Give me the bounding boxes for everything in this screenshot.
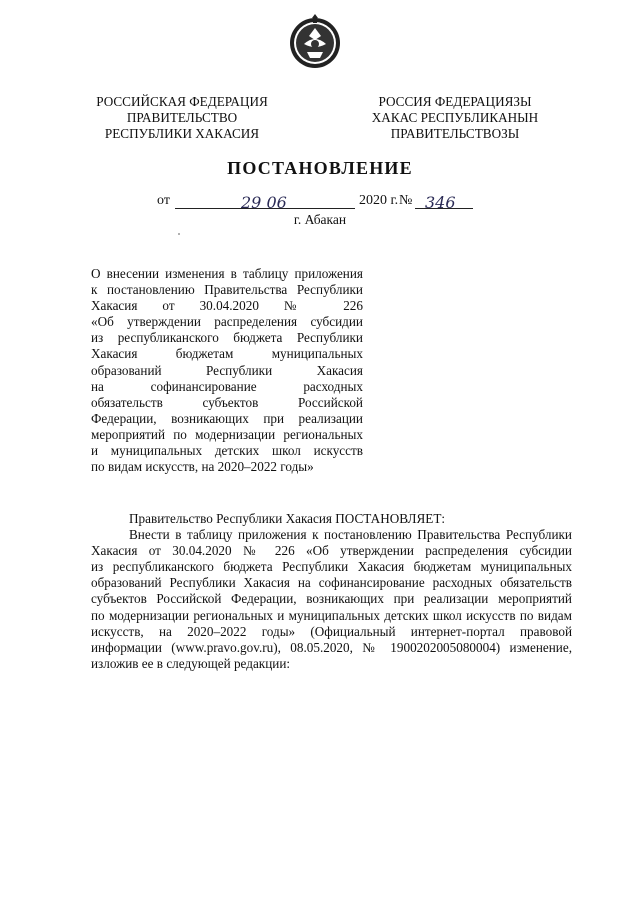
date-year: 2020 г. xyxy=(359,193,399,208)
subject-line: Хакасия от 30.04.2020 № 226 xyxy=(91,298,363,314)
header-right-line: ПРАВИТЕЛЬСТВОЗЫ xyxy=(390,126,520,142)
handwritten-date: 29 06 xyxy=(241,193,287,212)
header-left-line: РОССИЙСКАЯ ФЕДЕРАЦИЯ xyxy=(96,94,268,109)
subject-line: из республиканского бюджета Республики xyxy=(91,330,363,346)
header-left-line: ПРАВИТЕЛЬСТВО xyxy=(126,110,238,126)
body-line: субъектов Российской Федерации, возникающих при реализации мероприятий xyxy=(91,591,572,607)
body-line: искусств, на 2020–2022 годы» (Официальный интернет-портал правовой xyxy=(91,623,572,639)
body-line: Хакасия от 30.04.2020 № 226 «Об утверждении распределения субсидии xyxy=(91,543,572,559)
subject-line: Федерации, возникающих при реализации xyxy=(91,410,363,426)
subject-line: «Об утверждении распределения субсидии xyxy=(91,314,363,330)
subject-line: образований Республики Хакасия xyxy=(91,362,363,378)
subject-line: к постановлению Правительства Республики xyxy=(91,282,363,298)
body-line: из республиканского бюджета Республики Хакасия бюджетам муниципальных xyxy=(91,559,572,575)
handwritten-number: 346 xyxy=(425,193,456,212)
body-line: образований Республики Хакасия на софинансирование расходных обязательств xyxy=(91,575,572,591)
body-line: по модернизации региональных и муниципальных детских школ искусств по видам xyxy=(91,607,572,623)
header-right-line: РОССИЯ ФЕДЕРАЦИЯЗЫ xyxy=(378,94,532,109)
header-right-line: ХАКАС РЕСПУБЛИКАНЫН xyxy=(371,110,539,126)
stray-dot xyxy=(178,233,180,235)
subject-line: Хакасия бюджетам муниципальных xyxy=(91,346,363,362)
subject-line: по видам искусств, на 2020–2022 годы» xyxy=(91,459,314,475)
date-prefix: от xyxy=(157,193,170,208)
header-left-line: РЕСПУБЛИКИ ХАКАСИЯ xyxy=(104,126,260,142)
body-line: Внести в таблицу приложения к постановлению Правительства Республики xyxy=(129,527,572,543)
subject-line: обязательств субъектов Российской xyxy=(91,394,363,410)
document-type-title: ПОСТАНОВЛЕНИЕ xyxy=(227,158,413,178)
body-text xyxy=(91,511,572,672)
subject-block xyxy=(91,266,363,475)
header-right-block xyxy=(350,94,560,143)
subject-line: О внесении изменения в таблицу приложения xyxy=(91,266,363,281)
body-line: изложив ее в следующей редакции: xyxy=(91,655,291,671)
subject-line: мероприятий по модернизации региональных xyxy=(91,426,363,442)
body-line: Правительство Республики Хакасия ПОСТАНОВЛЯЕТ: xyxy=(129,511,446,526)
number-sign: № xyxy=(399,193,413,208)
subject-line: и муниципальных детских школ искусств xyxy=(91,443,363,459)
subject-line: на софинансирование расходных xyxy=(91,378,363,394)
header-left-block xyxy=(76,94,288,143)
city-name: г. Абакан xyxy=(293,212,347,227)
coat-of-arms-icon xyxy=(287,14,343,70)
body-line: информации (www.pravo.gov.ru), 08.05.2020, № 1900202005080004) изменение, xyxy=(91,639,572,655)
